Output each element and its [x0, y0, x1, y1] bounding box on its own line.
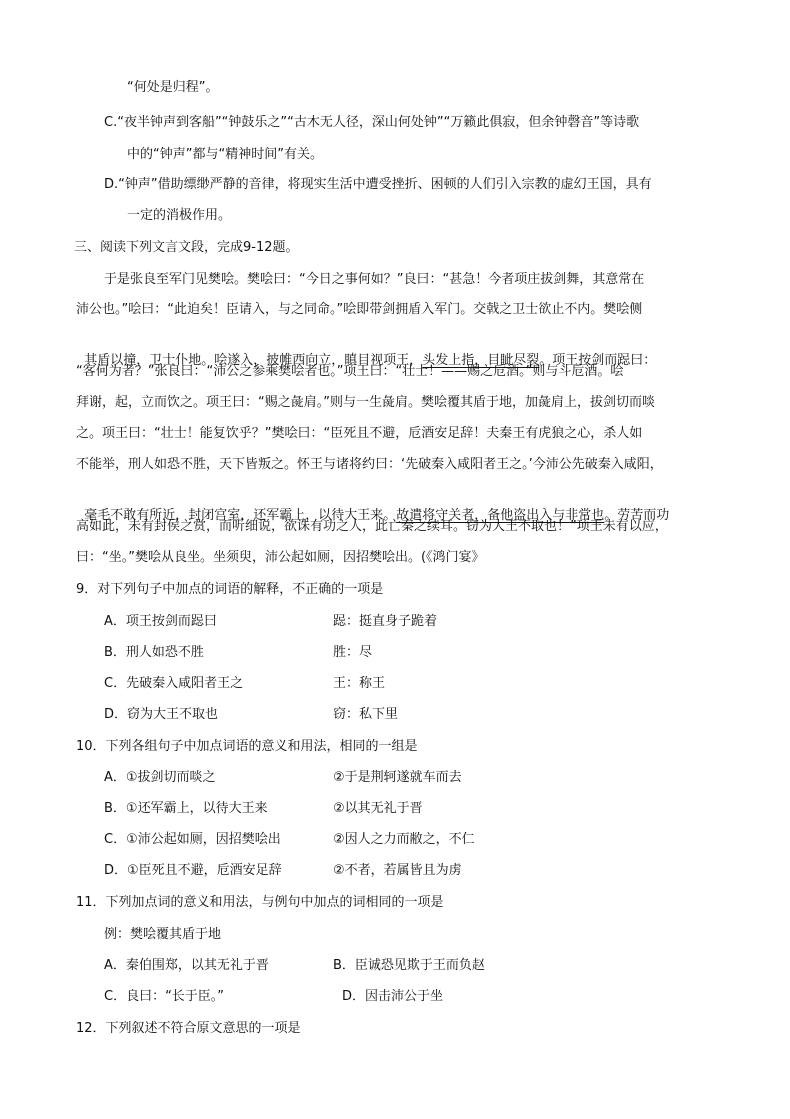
q11-option-c: C．良曰：“长于臣。”	[104, 989, 225, 1004]
q9-option-c-left: C．先破秦入咸阳者王之	[104, 676, 244, 691]
q11-stem: 11．下列加点词的意义和用法，与例句中加点的词相同的一项是	[76, 895, 444, 910]
q8-option-c-line1: C.“夜半钟声到客船”“钟鼓乐之”“古木无人径，深山何处钟”“万籁此俱寂，但余钟磬音”等诗歌	[104, 115, 640, 130]
q8-option-b-tail: “何处是归程”。	[127, 80, 219, 95]
q9-option-d-left: D．窃为大王不取也	[104, 707, 219, 722]
q10-stem: 10．下列各组句子中加点词语的意义和用法，相同的一组是	[76, 739, 418, 754]
q11-option-d: D．因击沛公于坐	[342, 989, 444, 1004]
q8-option-d-line1: D.“钟声”借助缥缈严静的音律，将现实生活中遭受挫折、困顿的人们引入宗教的虚幻王国，具有	[104, 177, 652, 192]
q8-option-d-line2: 一定的消极作用。	[127, 208, 232, 223]
q11-example: 例：樊哙覆其盾于地	[104, 927, 222, 942]
section-heading: 三、阅读下列文言文段，完成9-12题。	[74, 240, 299, 255]
q12-stem: 12．下列叙述不符合原文意思的一项是	[76, 1021, 301, 1036]
passage-text: 其盾以撞，卫士仆地。哙遂入，披帷西向立，瞋目视项王，	[84, 353, 423, 368]
q11-option-a: A．秦伯围郑，以其无礼于晋	[104, 958, 269, 973]
q9-option-d-right: 窃：私下里	[333, 707, 399, 722]
passage-line: 曰：“坐。”樊哙从良坐。坐须臾，沛公起如厕，因招樊哙出。(《鸿门宴》	[76, 550, 485, 565]
q9-stem: 9．对下列句子中加点的词语的解释，不正确的一项是	[76, 582, 384, 597]
q10-option-c-right: ②因人之力而敝之，不仁	[333, 832, 475, 847]
passage-line: 沛公也。”哙曰：“此迫矣！臣请入，与之同命。”哙即带剑拥盾入军门。交戟之卫士欲止不内。樊哙侧	[76, 302, 643, 317]
q10-option-a-right: ②于是荆轲遂就车而去	[333, 770, 462, 785]
passage-line	[76, 331, 657, 368]
q9-option-a-right: 跽：挺直身子跪着	[333, 614, 438, 629]
q9-option-a-left: A．项王按剑而跽曰	[104, 614, 217, 629]
q10-option-c-left: C．①沛公起如厕，因招樊哙出	[104, 832, 281, 847]
q9-option-c-right: 王：称王	[333, 676, 386, 691]
q10-option-b-right: ②以其无礼于晋	[333, 801, 423, 816]
q10-option-d-left: D．①臣死且不避，卮酒安足辞	[104, 863, 282, 878]
passage-text: 。劳苦而功	[604, 508, 670, 523]
q8-option-c-line2: 中的“钟声”都与“精神时间”有关。	[127, 147, 323, 162]
q9-option-b-left: B．刑人如恐不胜	[104, 645, 204, 660]
passage-line: 之。项王曰：“壮士！能复饮乎？”樊哙曰：“臣死且不避，卮酒安足辞！夫秦王有虎狼之心，杀人如	[76, 426, 643, 441]
passage-text: 毫毛不敢有所近，封闭宫室，还军霸上，以待大王来。	[84, 508, 397, 523]
passage-line: 高如此，未有封侯之赏，而听细说，欲诛有功之人，此亡秦之续耳。窃为大王不取也！”项王未有以应，	[76, 519, 668, 534]
passage-line: “客何为者？”张良曰：“沛公之参乘樊哙者也。”项王曰：“壮士！——赐之卮酒。”则与斗卮酒。哙	[76, 364, 624, 379]
passage-line: 拜谢，起，立而饮之。项王曰：“赐之彘肩。”则与一生彘肩。樊哙覆其盾于地，加彘肩上，拔剑切而啖	[76, 395, 655, 410]
q9-option-b-right: 胜：尽	[333, 645, 373, 660]
q11-option-b: B．臣诚恐见欺于王而负赵	[333, 958, 485, 973]
passage-line: 不能举，刑人如恐不胜，天下皆叛之。怀王与诸将约曰：‘先破秦入咸阳者王之。’今沛公先破秦入咸阳，	[76, 457, 663, 472]
q10-option-d-right: ②不者，若属皆且为虏	[333, 863, 462, 878]
passage-line	[76, 486, 670, 523]
q10-option-a-left: A．①拔剑切而啖之	[104, 770, 216, 785]
underlined-phrase: 故遣将守关者，备他盗出入与非常也	[396, 508, 605, 523]
underlined-phrase: 头发上指，目眦尽裂	[422, 353, 540, 368]
passage-line: 于是张良至军门见樊哙。樊哙曰：“今日之事何如？”良曰：“甚急！今者项庄拔剑舞，其意常在	[104, 272, 645, 287]
passage-text: 。项王按剑而跽曰：	[539, 353, 657, 368]
q10-option-b-left: B．①还军霸上，以待大王来	[104, 801, 268, 816]
